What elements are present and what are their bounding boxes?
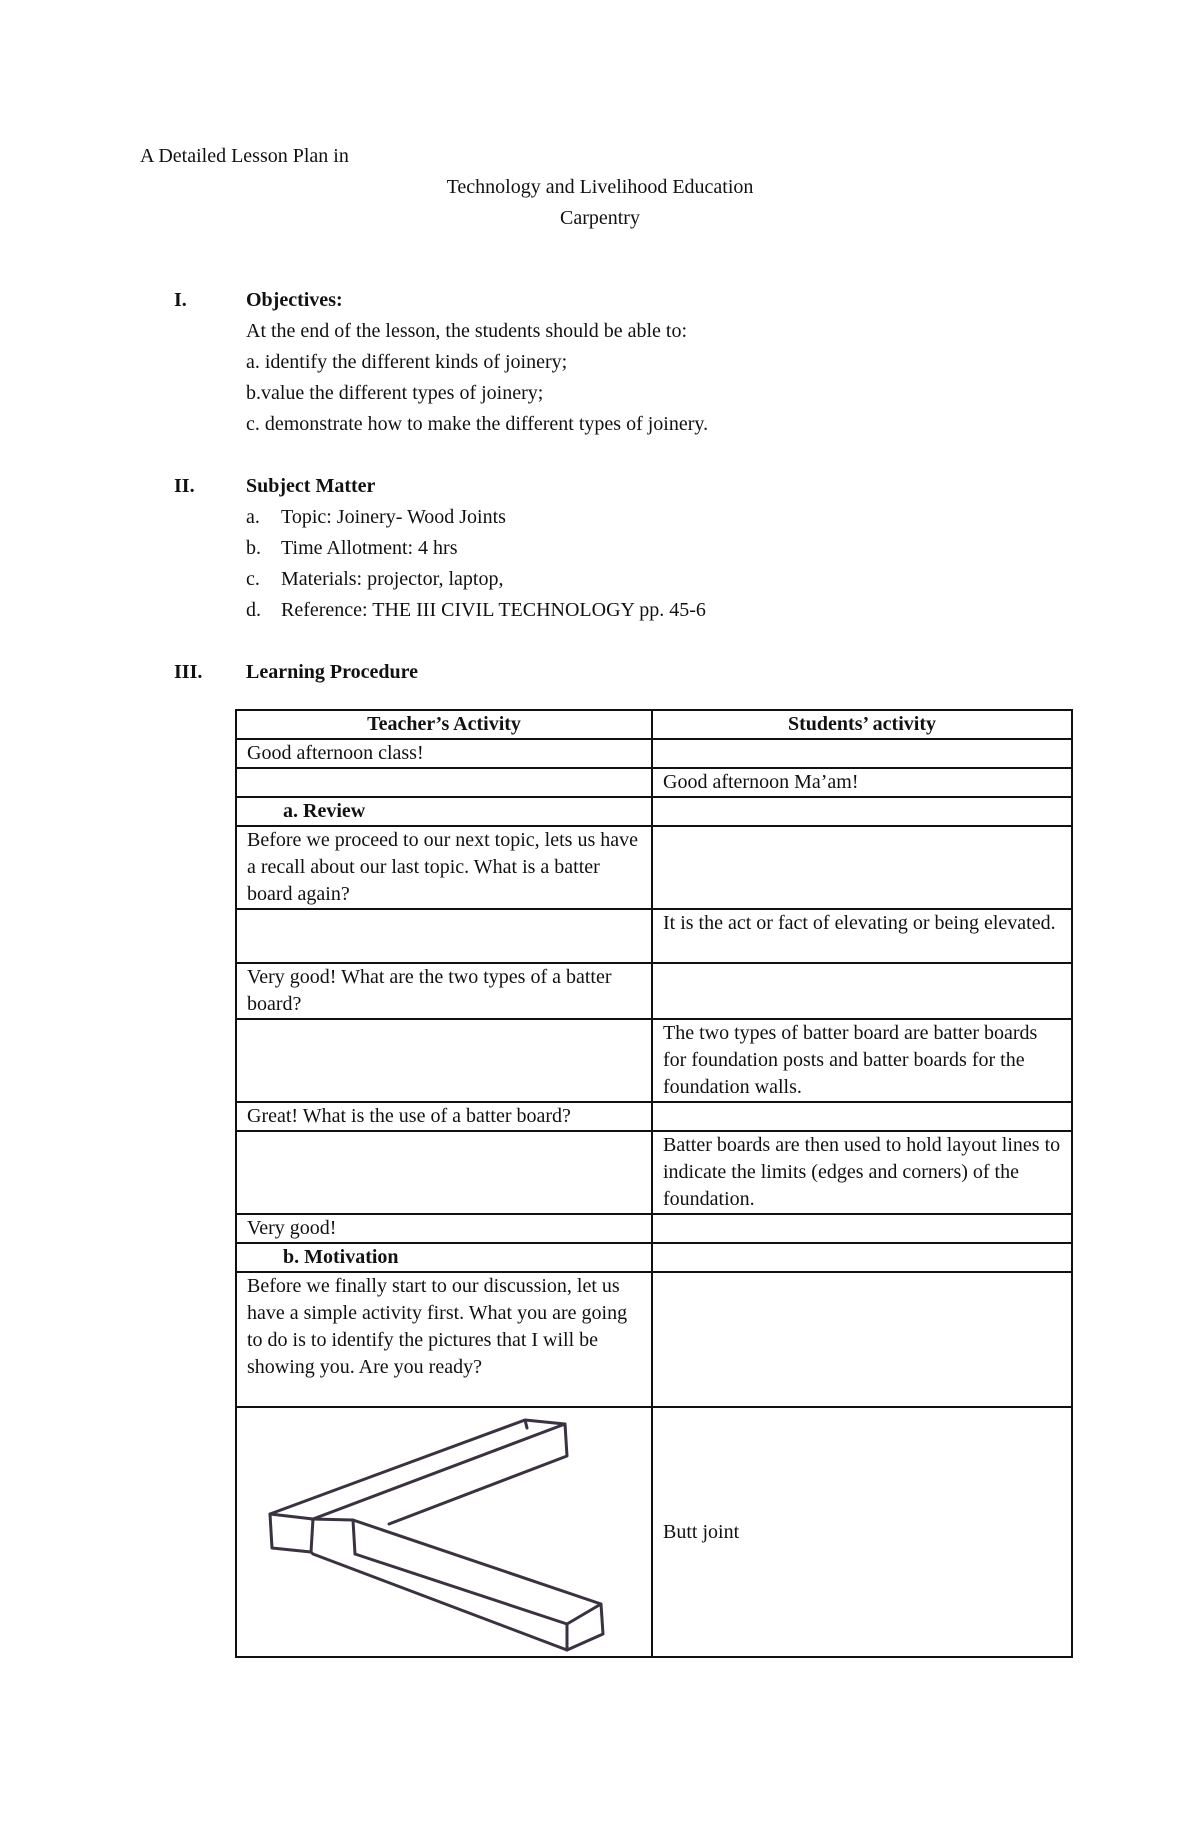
section-numeral-procedure: III. [174, 661, 203, 683]
doc-title: A Detailed Lesson Plan in [140, 145, 349, 167]
subject-topic: Topic: Joinery- Wood Joints [281, 506, 506, 528]
objective-item: b.value the different types of joinery; [246, 382, 544, 404]
objective-item: c. demonstrate how to make the different types of joinery. [246, 413, 709, 435]
student-cell [652, 739, 1072, 768]
table-row [236, 797, 1072, 826]
teacher-cell [236, 1131, 652, 1214]
student-cell: The two types of batter board are batter boards for foundation posts and batter boards for the foundation walls. [652, 1019, 1072, 1102]
table-row [236, 1214, 1072, 1243]
teacher-column-header: Teacher’s Activity [236, 710, 652, 739]
section-numeral-subject: II. [174, 475, 195, 497]
student-cell [652, 826, 1072, 909]
subject-matter-heading: Subject Matter [246, 475, 376, 497]
objectives-intro: At the end of the lesson, the students should be able to: [246, 320, 688, 342]
student-cell [652, 1272, 1072, 1407]
teacher-cell: Before we finally start to our discussion, let us have a simple activity first. What you are going to do is to identify the pictures that I will be showing you. Are you ready? [236, 1272, 652, 1407]
table-row [236, 1272, 1072, 1407]
section-label-motivation: b. Motivation [236, 1243, 652, 1272]
table-row [236, 1019, 1072, 1102]
teacher-cell [236, 1019, 652, 1102]
table-row [236, 768, 1072, 797]
table-row [236, 1407, 1072, 1657]
table-row [236, 826, 1072, 909]
learning-procedure-heading: Learning Procedure [246, 661, 419, 683]
teacher-cell: Very good! What are the two types of a batter board? [236, 963, 652, 1019]
section-numeral-objectives: I. [174, 289, 187, 311]
student-cell-answer: Butt joint [652, 1407, 1072, 1657]
table-row [236, 909, 1072, 963]
section-label-review: a. Review [236, 797, 652, 826]
butt-joint-drawing [237, 1408, 647, 1654]
teacher-cell [236, 768, 652, 797]
student-cell: Good afternoon Ma’am! [652, 768, 1072, 797]
objectives-heading: Objectives: [246, 289, 343, 311]
student-column-header: Students’ activity [652, 710, 1072, 739]
table-row [236, 1102, 1072, 1131]
table-row [236, 963, 1072, 1019]
subject-reference: Reference: THE III CIVIL TECHNOLOGY pp. 45-6 [281, 599, 706, 621]
table-row [236, 739, 1072, 768]
course-title: Carpentry [560, 207, 640, 229]
list-letter: c. [246, 568, 260, 590]
subject-title: Technology and Livelihood Education [446, 176, 754, 198]
joint-picture-cell [236, 1407, 652, 1657]
student-cell [652, 1243, 1072, 1272]
teacher-cell: Great! What is the use of a batter board? [236, 1102, 652, 1131]
teacher-cell: Good afternoon class! [236, 739, 652, 768]
subject-time: Time Allotment: 4 hrs [281, 537, 458, 559]
student-cell [652, 797, 1072, 826]
list-letter: a. [246, 506, 260, 528]
subject-materials: Materials: projector, laptop, [281, 568, 504, 590]
objective-item: a. identify the different kinds of joinery; [246, 351, 568, 373]
table-row [236, 1243, 1072, 1272]
table-row [236, 1131, 1072, 1214]
student-cell: It is the act or fact of elevating or being elevated. [652, 909, 1072, 963]
table-header-row [236, 710, 1072, 739]
student-cell: Batter boards are then used to hold layout lines to indicate the limits (edges and corners) of the foundation. [652, 1131, 1072, 1214]
teacher-cell [236, 909, 652, 963]
list-letter: b. [246, 537, 261, 559]
teacher-cell: Very good! [236, 1214, 652, 1243]
student-cell [652, 1102, 1072, 1131]
procedure-table [235, 709, 1073, 1658]
teacher-cell: Before we proceed to our next topic, lets us have a recall about our last topic. What is a batter board again? [236, 826, 652, 909]
student-cell [652, 963, 1072, 1019]
list-letter: d. [246, 599, 261, 621]
student-cell [652, 1214, 1072, 1243]
